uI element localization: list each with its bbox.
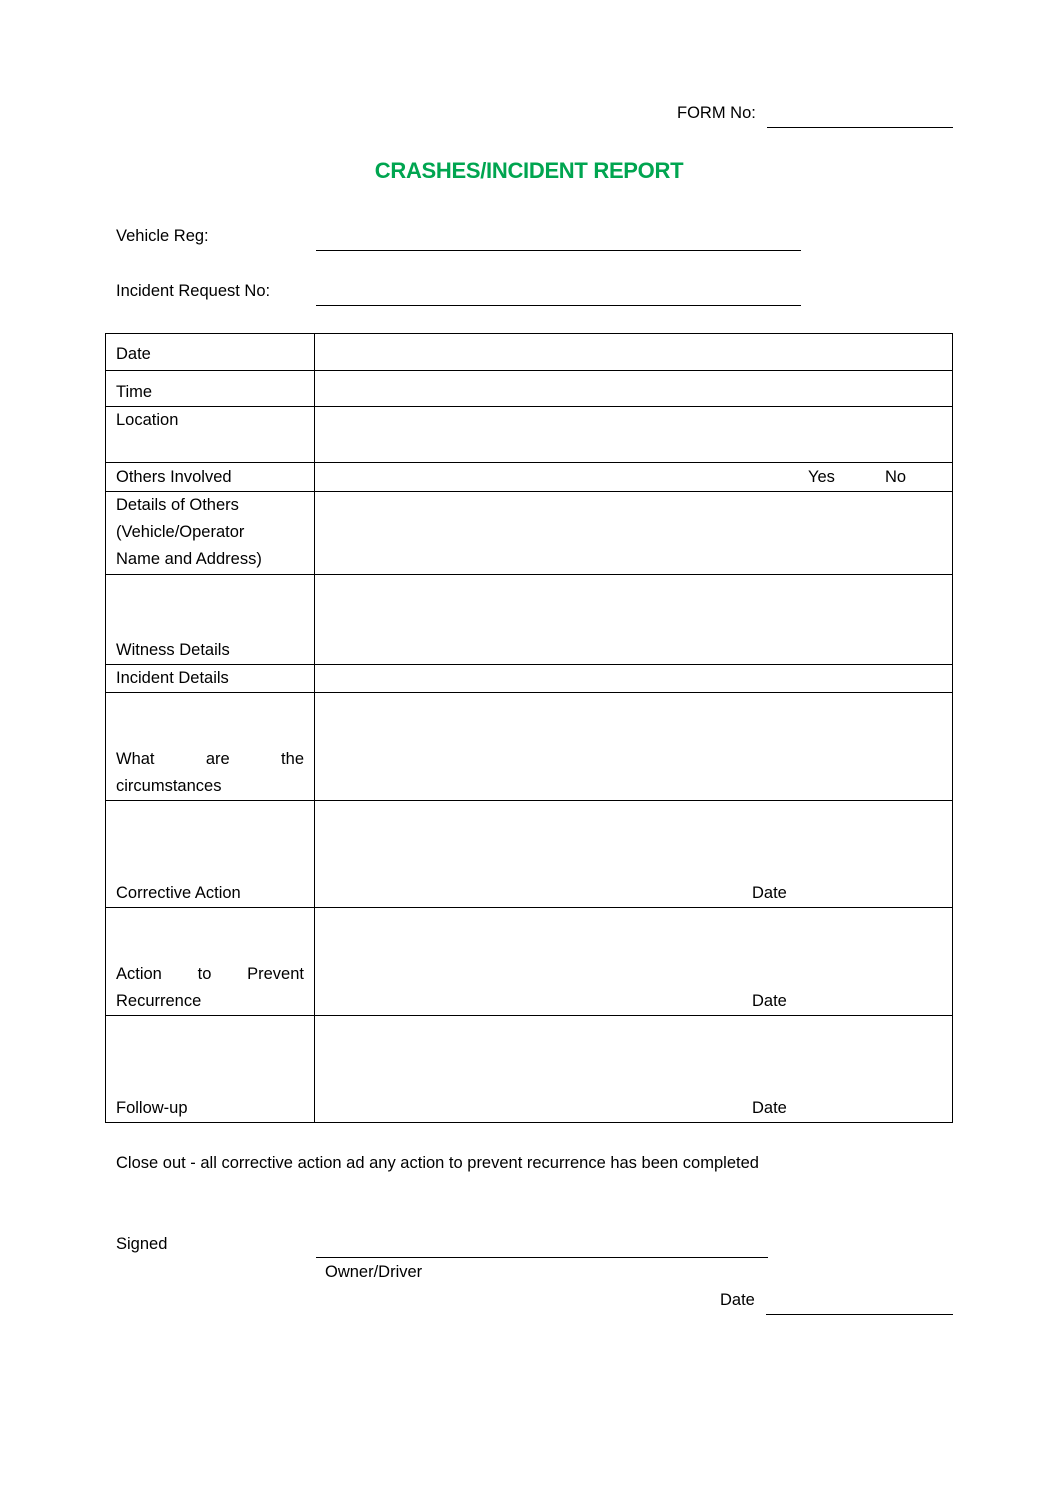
witness-field[interactable] — [315, 575, 953, 665]
sign-date-field[interactable] — [766, 1314, 953, 1315]
vehicle-reg-label: Vehicle Reg: — [116, 227, 209, 245]
table-row-corrective-action — [106, 801, 953, 908]
follow-up-date-label: Date — [752, 1099, 787, 1117]
incident-details-label: Incident Details — [106, 665, 315, 693]
owner-driver-label: Owner/Driver — [325, 1263, 423, 1281]
close-out-text: Close out - all corrective action ad any action to prevent recurrence has been completed — [116, 1154, 759, 1172]
form-no-field[interactable] — [767, 127, 953, 128]
date-field[interactable] — [315, 334, 953, 371]
details-others-field[interactable] — [315, 492, 953, 575]
others-involved-field — [315, 463, 953, 492]
incident-form-table — [105, 333, 953, 1123]
yes-option[interactable]: Yes — [808, 468, 835, 486]
table-row-details-others — [106, 492, 953, 575]
table-row-location — [106, 407, 953, 463]
corrective-action-field[interactable] — [315, 801, 953, 908]
incident-details-field[interactable] — [315, 665, 953, 693]
prevent-line2: Recurrence — [116, 992, 202, 1010]
witness-label: Witness Details — [106, 575, 315, 665]
circumstances-line1: What are the — [116, 750, 304, 768]
prevent-recurrence-field[interactable] — [315, 908, 953, 1016]
details-others-line1: Details of Others — [116, 496, 239, 514]
follow-up-field[interactable] — [315, 1016, 953, 1123]
table-row-follow-up — [106, 1016, 953, 1123]
incident-request-field[interactable] — [316, 305, 801, 306]
table-row-others-involved — [106, 463, 953, 492]
prevent-line1: Action to Prevent — [116, 965, 304, 983]
follow-up-label: Follow-up — [106, 1016, 315, 1123]
table-row-incident-details — [106, 665, 953, 693]
table-row-time — [106, 371, 953, 407]
circumstances-field[interactable] — [315, 693, 953, 801]
date-label: Date — [106, 334, 315, 371]
details-others-label — [106, 492, 315, 575]
location-label: Location — [106, 407, 315, 463]
time-field[interactable] — [315, 371, 953, 407]
prevent-date-label: Date — [752, 992, 787, 1010]
page-title: CRASHES/INCIDENT REPORT — [374, 158, 684, 183]
others-involved-label: Others Involved — [106, 463, 315, 492]
no-option[interactable]: No — [885, 468, 907, 486]
corrective-action-label: Corrective Action — [106, 801, 315, 908]
table-row-prevent-recurrence — [106, 908, 953, 1016]
sign-date-label: Date — [720, 1291, 755, 1309]
table-row-witness — [106, 575, 953, 665]
incident-request-label: Incident Request No: — [116, 282, 271, 300]
details-others-line2: (Vehicle/Operator — [116, 523, 245, 541]
time-label: Time — [106, 371, 315, 407]
vehicle-reg-field[interactable] — [316, 250, 801, 251]
prevent-recurrence-label — [106, 908, 315, 1016]
form-no-label: FORM No: — [677, 104, 756, 122]
signed-label: Signed — [116, 1235, 168, 1253]
details-others-line3: Name and Address) — [116, 550, 262, 568]
signature-field[interactable] — [316, 1257, 768, 1258]
table-row-date — [106, 334, 953, 371]
location-field[interactable] — [315, 407, 953, 463]
corrective-date-label: Date — [752, 884, 787, 902]
table-row-circumstances — [106, 693, 953, 801]
circumstances-label — [106, 693, 315, 801]
circumstances-line2: circumstances — [116, 777, 222, 795]
